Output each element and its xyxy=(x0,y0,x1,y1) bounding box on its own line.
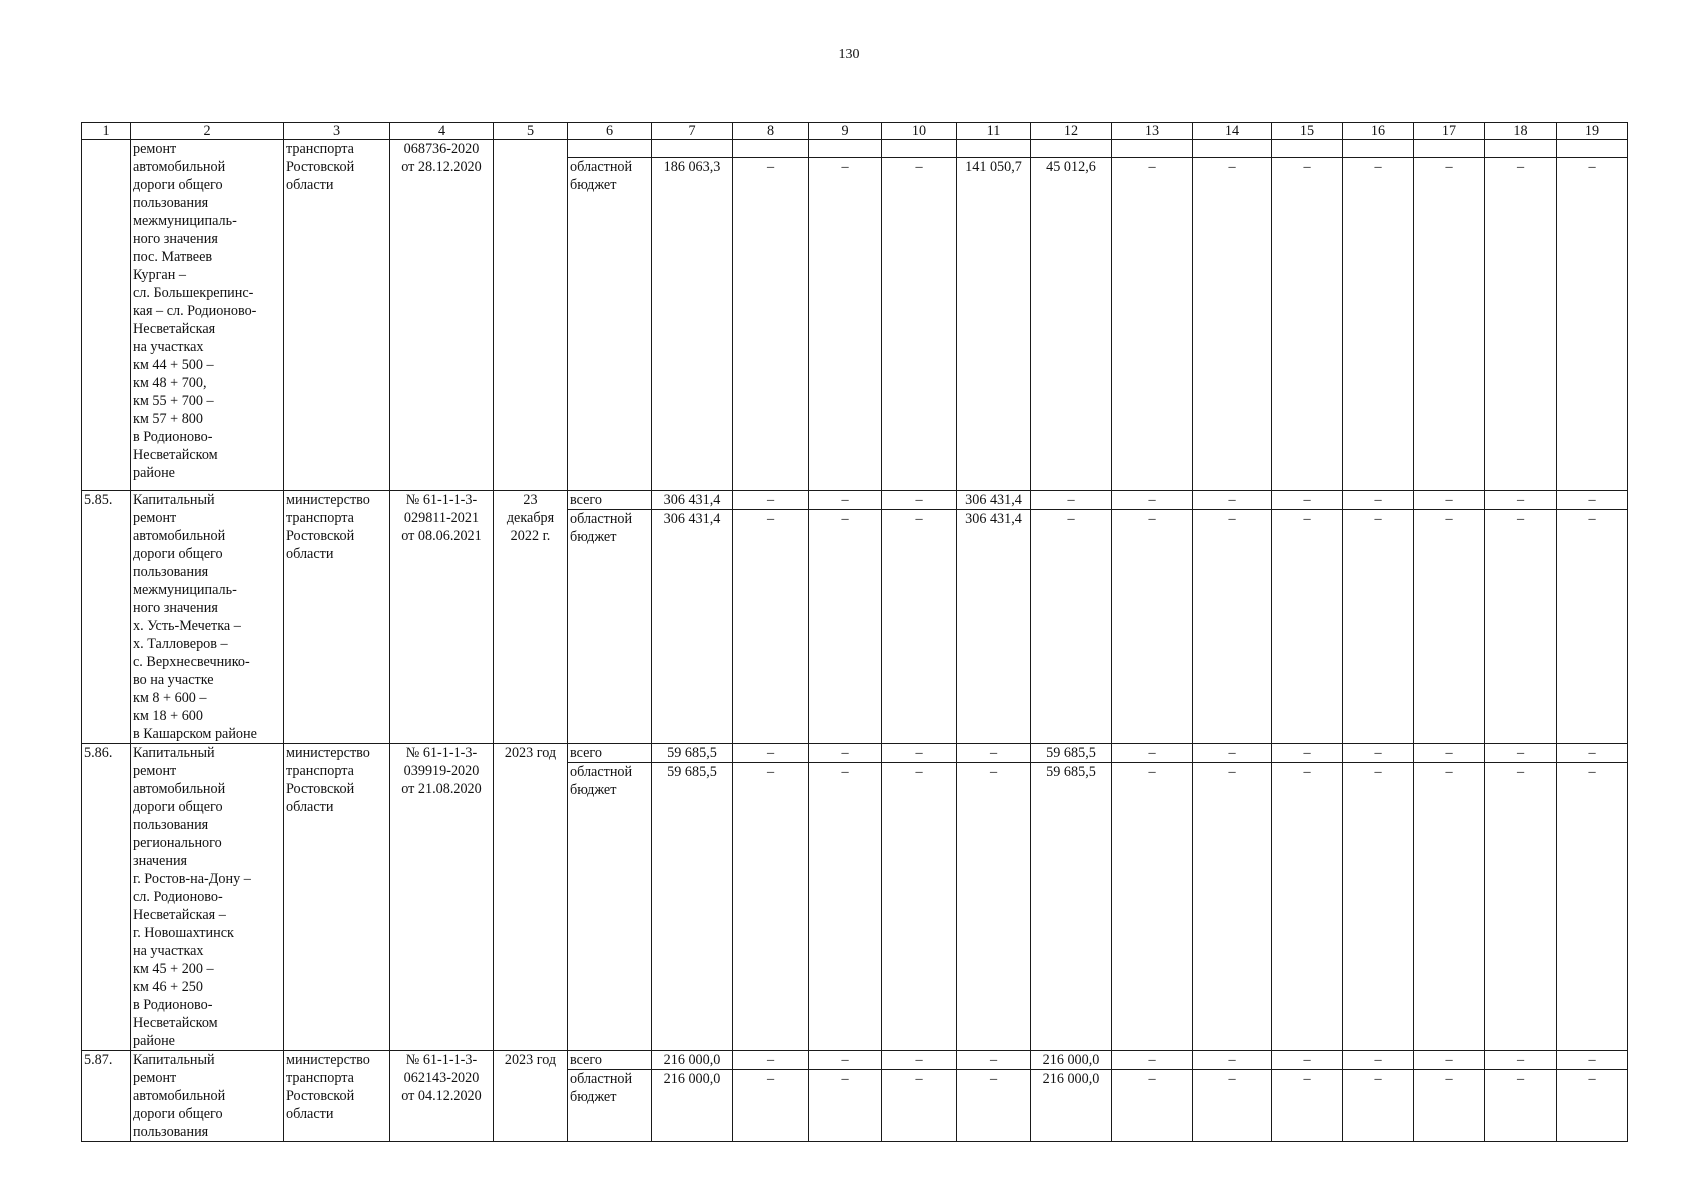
amount-cell: 306 431,4 xyxy=(957,491,1031,510)
deadline-cell xyxy=(494,140,568,491)
column-header: 8 xyxy=(733,123,809,140)
column-header: 15 xyxy=(1272,123,1343,140)
amount-cell: – xyxy=(1272,158,1343,491)
table-cell xyxy=(809,140,882,158)
amount-cell: 306 431,4 xyxy=(652,510,733,744)
amount-cell: – xyxy=(882,1051,957,1070)
project-name-cell: Капитальный ремонт автомобильной дороги общего пользования xyxy=(131,1051,284,1142)
amount-cell: – xyxy=(733,491,809,510)
amount-cell: – xyxy=(1414,1051,1485,1070)
amount-cell: – xyxy=(882,763,957,1051)
amount-cell: – xyxy=(1343,744,1414,763)
amount-cell: – xyxy=(957,763,1031,1051)
column-header: 13 xyxy=(1112,123,1193,140)
table-cell xyxy=(568,140,652,158)
amount-cell: – xyxy=(1272,744,1343,763)
funding-source-cell: областной бюджет xyxy=(568,510,652,744)
amount-cell: 59 685,5 xyxy=(652,763,733,1051)
amount-cell: – xyxy=(882,510,957,744)
table-cell xyxy=(1343,140,1414,158)
funding-source-cell: областной бюджет xyxy=(568,763,652,1051)
amount-cell: – xyxy=(1112,763,1193,1051)
amount-cell: – xyxy=(1031,491,1112,510)
amount-cell: – xyxy=(1485,491,1557,510)
table-cell xyxy=(1031,140,1112,158)
amount-cell: – xyxy=(1112,510,1193,744)
amount-cell: – xyxy=(1343,763,1414,1051)
column-header: 16 xyxy=(1343,123,1414,140)
amount-cell: – xyxy=(1485,763,1557,1051)
column-header: 2 xyxy=(131,123,284,140)
expertise-cell: № 61-1-1-3- 062143-2020 от 04.12.2020 xyxy=(390,1051,494,1142)
amount-cell: 45 012,6 xyxy=(1031,158,1112,491)
amount-cell: – xyxy=(1112,744,1193,763)
amount-cell: – xyxy=(1557,491,1628,510)
project-name-cell: Капитальный ремонт автомобильной дороги общего пользования регионального значения г. Ростов-на-Дону – сл. Родионово- Несветайская – г. Новошахтинск на участках км 45 + 200 – км 46 + 250 в Родионово- Несветайском районе xyxy=(131,744,284,1051)
table-cell xyxy=(1112,140,1193,158)
amount-cell: – xyxy=(809,158,882,491)
column-header: 17 xyxy=(1414,123,1485,140)
amount-cell: – xyxy=(1272,1070,1343,1142)
amount-cell: – xyxy=(957,1070,1031,1142)
amount-cell: 216 000,0 xyxy=(1031,1051,1112,1070)
amount-cell: 59 685,5 xyxy=(1031,763,1112,1051)
deadline-cell: 23 декабря 2022 г. xyxy=(494,491,568,744)
table-cell xyxy=(1557,140,1628,158)
funding-source-cell: областной бюджет xyxy=(568,158,652,491)
funding-source-cell: областной бюджет xyxy=(568,1070,652,1142)
amount-cell: 216 000,0 xyxy=(1031,1070,1112,1142)
table-cell xyxy=(733,140,809,158)
amount-cell: – xyxy=(957,744,1031,763)
amount-cell: – xyxy=(1557,763,1628,1051)
table-row xyxy=(82,744,1628,763)
table-row xyxy=(82,1051,1628,1070)
column-number-row xyxy=(82,123,1628,140)
amount-cell: – xyxy=(1343,491,1414,510)
amount-cell: – xyxy=(1557,744,1628,763)
project-name-cell: Капитальный ремонт автомобильной дороги общего пользования межмуниципаль- ного значения х. Усть-Мечетка – х. Талловеров – с. Верхнесвечнико- во на участке км 8 + 600 – км 18 + 600 в Кашарском районе xyxy=(131,491,284,744)
table-cell xyxy=(1414,140,1485,158)
amount-cell: – xyxy=(1112,491,1193,510)
amount-cell: – xyxy=(1414,491,1485,510)
amount-cell: – xyxy=(733,1070,809,1142)
funding-source-cell: всего xyxy=(568,744,652,763)
amount-cell: – xyxy=(1272,491,1343,510)
amount-cell: 216 000,0 xyxy=(652,1070,733,1142)
column-header: 12 xyxy=(1031,123,1112,140)
customer-cell: министерство транспорта Ростовской области xyxy=(284,744,390,1051)
amount-cell: – xyxy=(882,491,957,510)
amount-cell: – xyxy=(957,1051,1031,1070)
funding-source-cell: всего xyxy=(568,1051,652,1070)
deadline-cell: 2023 год xyxy=(494,744,568,1051)
column-header: 14 xyxy=(1193,123,1272,140)
amount-cell: – xyxy=(733,510,809,744)
customer-cell: министерство транспорта Ростовской области xyxy=(284,1051,390,1142)
amount-cell: – xyxy=(1557,1051,1628,1070)
amount-cell: – xyxy=(1193,491,1272,510)
budget-table xyxy=(81,122,1628,1142)
amount-cell: – xyxy=(882,744,957,763)
amount-cell: – xyxy=(1414,510,1485,744)
project-number-cell: 5.86. xyxy=(82,744,131,1051)
amount-cell: 306 431,4 xyxy=(652,491,733,510)
amount-cell: – xyxy=(1485,744,1557,763)
deadline-cell: 2023 год xyxy=(494,1051,568,1142)
amount-cell: – xyxy=(1485,1051,1557,1070)
amount-cell: – xyxy=(1193,1051,1272,1070)
amount-cell: – xyxy=(1485,1070,1557,1142)
table-cell xyxy=(1485,140,1557,158)
column-header: 11 xyxy=(957,123,1031,140)
funding-source-cell: всего xyxy=(568,491,652,510)
amount-cell: – xyxy=(1343,1051,1414,1070)
customer-cell: транспорта Ростовской области xyxy=(284,140,390,491)
amount-cell: 306 431,4 xyxy=(957,510,1031,744)
amount-cell: – xyxy=(1557,158,1628,491)
amount-cell: – xyxy=(1343,158,1414,491)
amount-cell: – xyxy=(1272,1051,1343,1070)
amount-cell: – xyxy=(1112,1051,1193,1070)
amount-cell: – xyxy=(1343,510,1414,744)
column-header: 6 xyxy=(568,123,652,140)
amount-cell: – xyxy=(733,763,809,1051)
amount-cell: – xyxy=(882,158,957,491)
amount-cell: – xyxy=(809,744,882,763)
column-header: 9 xyxy=(809,123,882,140)
column-header: 19 xyxy=(1557,123,1628,140)
column-header: 5 xyxy=(494,123,568,140)
amount-cell: – xyxy=(1485,158,1557,491)
amount-cell: 216 000,0 xyxy=(652,1051,733,1070)
table-row xyxy=(82,491,1628,510)
column-header: 3 xyxy=(284,123,390,140)
amount-cell: – xyxy=(1031,510,1112,744)
amount-cell: – xyxy=(1112,1070,1193,1142)
amount-cell: – xyxy=(809,763,882,1051)
column-header: 18 xyxy=(1485,123,1557,140)
amount-cell: – xyxy=(1193,158,1272,491)
amount-cell: 186 063,3 xyxy=(652,158,733,491)
project-number-cell xyxy=(82,140,131,491)
amount-cell: – xyxy=(1272,510,1343,744)
amount-cell: – xyxy=(1485,510,1557,744)
table-cell xyxy=(1193,140,1272,158)
table-cell xyxy=(652,140,733,158)
page-number: 130 xyxy=(838,47,860,62)
expertise-cell: 068736-2020 от 28.12.2020 xyxy=(390,140,494,491)
amount-cell: – xyxy=(1272,763,1343,1051)
table-cell xyxy=(1272,140,1343,158)
amount-cell: – xyxy=(882,1070,957,1142)
amount-cell: – xyxy=(1414,763,1485,1051)
amount-cell: – xyxy=(1414,1070,1485,1142)
column-header: 7 xyxy=(652,123,733,140)
amount-cell: – xyxy=(1193,744,1272,763)
project-name-cell: ремонт автомобильной дороги общего пользования межмуниципаль- ного значения пос. Матвеев Курган – сл. Большекрепинс- кая – сл. Родионово- Несветайская на участках км 44 + 500 – км 48 + 700, км 55 + 700 – км 57 + 800 в Родионово- Несветайском районе xyxy=(131,140,284,491)
amount-cell: – xyxy=(733,158,809,491)
amount-cell: – xyxy=(1193,763,1272,1051)
amount-cell: – xyxy=(733,1051,809,1070)
amount-cell: – xyxy=(1193,510,1272,744)
project-number-cell: 5.85. xyxy=(82,491,131,744)
amount-cell: – xyxy=(1414,158,1485,491)
amount-cell: – xyxy=(1343,1070,1414,1142)
project-number-cell: 5.87. xyxy=(82,1051,131,1142)
amount-cell: – xyxy=(809,491,882,510)
amount-cell: – xyxy=(1557,510,1628,744)
column-header: 10 xyxy=(882,123,957,140)
amount-cell: – xyxy=(809,1051,882,1070)
amount-cell: – xyxy=(809,1070,882,1142)
amount-cell: – xyxy=(809,510,882,744)
amount-cell: 59 685,5 xyxy=(1031,744,1112,763)
table-cell xyxy=(957,140,1031,158)
expertise-cell: № 61-1-1-3- 039919-2020 от 21.08.2020 xyxy=(390,744,494,1051)
amount-cell: – xyxy=(1414,744,1485,763)
amount-cell: – xyxy=(733,744,809,763)
amount-cell: – xyxy=(1193,1070,1272,1142)
table-cell xyxy=(882,140,957,158)
table-row xyxy=(82,140,1628,158)
amount-cell: 141 050,7 xyxy=(957,158,1031,491)
column-header: 1 xyxy=(82,123,131,140)
amount-cell: – xyxy=(1557,1070,1628,1142)
column-header: 4 xyxy=(390,123,494,140)
expertise-cell: № 61-1-1-3- 029811-2021 от 08.06.2021 xyxy=(390,491,494,744)
customer-cell: министерство транспорта Ростовской области xyxy=(284,491,390,744)
amount-cell: 59 685,5 xyxy=(652,744,733,763)
amount-cell: – xyxy=(1112,158,1193,491)
